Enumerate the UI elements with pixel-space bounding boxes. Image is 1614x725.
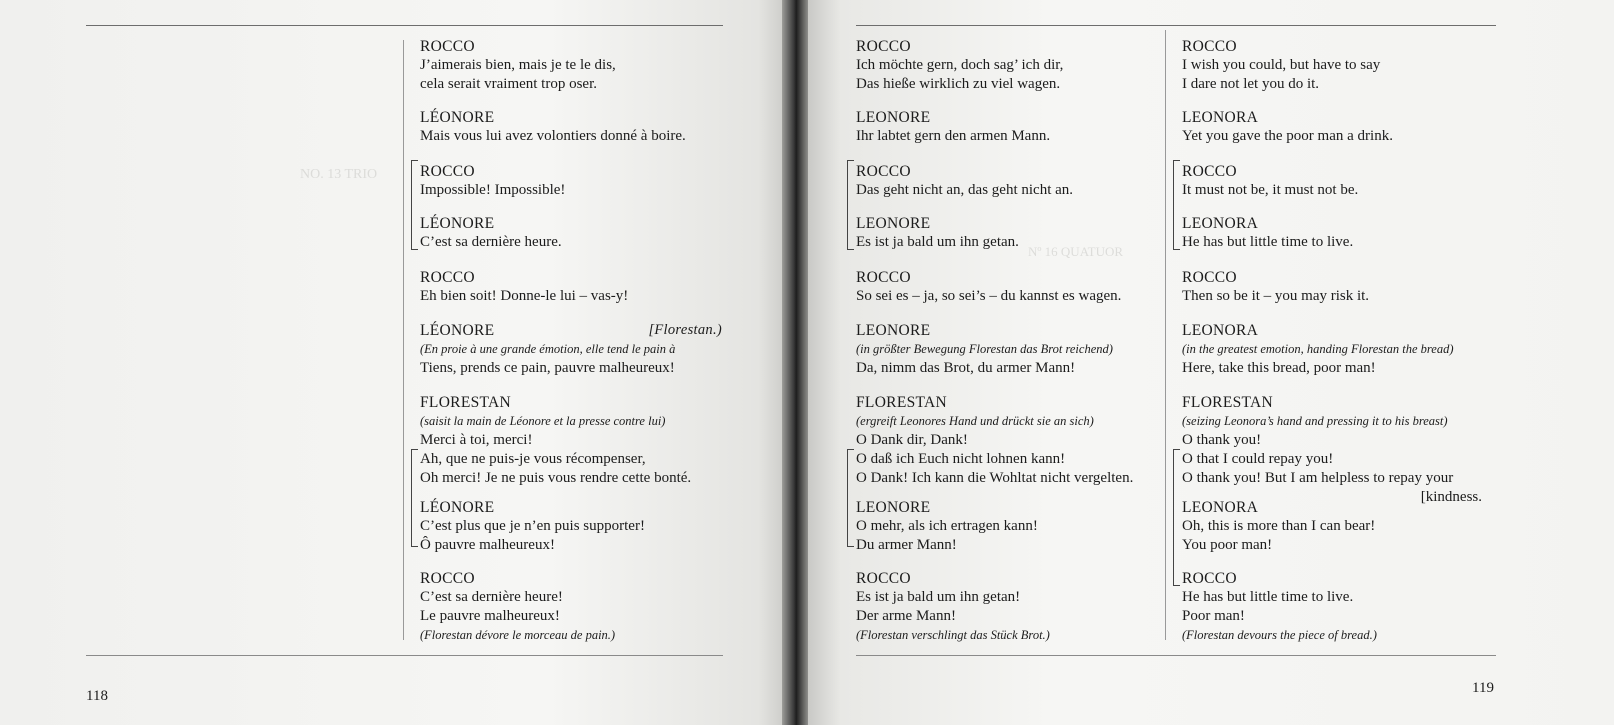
dialogue-entry [420, 321, 722, 378]
dialogue-line: Da, nimm das Brot, du armer Mann! [856, 360, 1076, 376]
dialogue-entry [420, 268, 722, 306]
dialogue-line: Das geht nicht an, das geht nicht an. [856, 182, 1074, 198]
dialogue-line: Eh bien soit! Donne-le lui – vas-y! [420, 288, 629, 304]
dialogue-line: It must not be, it must not be. [1182, 182, 1359, 198]
dialogue-entry [420, 214, 722, 252]
dialogue-entry [1182, 498, 1488, 555]
stage-direction-continuation: [Florestan.) [648, 322, 722, 338]
dialogue-line: O mehr, als ich ertragen kann! [856, 518, 1038, 534]
dialogue-entry [1182, 569, 1488, 645]
dialogue-line: Here, take this bread, poor man! [1182, 360, 1376, 376]
speaker-name: LEONORA [1182, 109, 1259, 126]
dialogue-line: I wish you could, but have to say [1182, 57, 1381, 73]
dialogue-line: Der arme Mann! [856, 608, 956, 624]
speaker-name: ROCCO [1182, 570, 1237, 587]
speaker-name: LÉONORE [420, 215, 495, 232]
stage-direction: (Florestan devours the piece of bread.) [1182, 628, 1377, 642]
speaker-name: LEONORE [856, 215, 931, 232]
french-text-column [420, 37, 722, 647]
dialogue-line: C’est sa dernière heure. [420, 234, 562, 250]
book-spine-gutter [782, 0, 808, 725]
stage-direction: (ergreift Leonores Hand und drückt sie an sich) [856, 414, 1094, 428]
right-page [808, 0, 1614, 725]
dialogue-entry [856, 393, 1156, 488]
stage-direction: (Florestan verschlingt das Stück Brot.) [856, 628, 1050, 642]
stage-direction: (seizing Leonora’s hand and pressing it to his breast) [1182, 414, 1448, 428]
speaker-name: LEONORA [1182, 499, 1259, 516]
speaker-name: ROCCO [856, 570, 911, 587]
speaker-name: LÉONORE [420, 109, 495, 126]
dialogue-line: So sei es – ja, so sei’s – du kannst es wagen. [856, 288, 1122, 304]
dialogue-line: O Dank! Ich kann die Wohltat nicht vergelten. [856, 470, 1134, 486]
speaker-name: LEONORE [856, 322, 931, 339]
dialogue-entry [420, 108, 722, 146]
dialogue-entry [1182, 268, 1488, 306]
dialogue-line: J’aimerais bien, mais je te le dis, [420, 57, 616, 73]
bleed-through-heading: Nº 16 QUATUOR [1028, 244, 1124, 259]
dialogue-line: Es ist ja bald um ihn getan! [856, 589, 1021, 605]
speaker-name: FLORESTAN [1182, 394, 1274, 411]
dialogue-entry [1182, 393, 1488, 507]
dialogue-entry [856, 569, 1156, 645]
speaker-name: LEONORE [856, 109, 931, 126]
column-divider [403, 40, 404, 640]
dialogue-line: C’est sa dernière heure! [420, 589, 563, 605]
dialogue-line: Du armer Mann! [856, 537, 957, 553]
speaker-name: ROCCO [420, 163, 475, 180]
speaker-name: FLORESTAN [856, 394, 948, 411]
speaker-name: LEONORE [856, 499, 931, 516]
speaker-name: ROCCO [1182, 38, 1237, 55]
dialogue-line: O that I could repay you! [1182, 451, 1334, 467]
dialogue-entry [856, 214, 1156, 252]
dialogue-entry [420, 498, 722, 555]
speaker-name [420, 321, 722, 340]
dialogue-entry [1182, 108, 1488, 146]
ensemble-bracket [847, 160, 854, 250]
left-page [0, 0, 782, 725]
speaker-name: LEONORA [1182, 215, 1259, 232]
dialogue-entry [856, 268, 1156, 306]
english-text-column [1182, 37, 1488, 647]
column-divider [1165, 30, 1166, 640]
speaker-name: LEONORA [1182, 322, 1259, 339]
dialogue-entry [856, 498, 1156, 555]
ensemble-bracket [1173, 449, 1180, 586]
speaker-name: ROCCO [856, 38, 911, 55]
dialogue-entry [420, 162, 722, 200]
stage-direction: (saisit la main de Léonore et la presse contre lui) [420, 414, 666, 428]
dialogue-line: He has but little time to live. [1182, 589, 1354, 605]
speaker-name: ROCCO [1182, 269, 1237, 286]
dialogue-line: cela serait vraiment trop oser. [420, 76, 598, 92]
stage-direction: (in größter Bewegung Florestan das Brot reichend) [856, 342, 1113, 356]
top-rule [856, 25, 1496, 26]
dialogue-line: O thank you! But I am helpless to repay your [1182, 470, 1454, 486]
dialogue-line: Merci à toi, merci! [420, 432, 533, 448]
speaker-name: LÉONORE [420, 499, 495, 516]
speaker-name: ROCCO [420, 269, 475, 286]
dialogue-line: Es ist ja bald um ihn getan. [856, 234, 1019, 250]
dialogue-line: Ihr labtet gern den armen Mann. [856, 128, 1051, 144]
dialogue-line: Impossible! Impossible! [420, 182, 566, 198]
bottom-rule [86, 655, 723, 656]
stage-direction: (Florestan dévore le morceau de pain.) [420, 628, 616, 642]
dialogue-entry [856, 162, 1156, 200]
ensemble-bracket [1173, 160, 1180, 250]
dialogue-line: Tiens, prends ce pain, pauvre malheureux! [420, 360, 675, 376]
dialogue-line-continuation: [kindness. [1420, 489, 1482, 505]
dialogue-line: I dare not let you do it. [1182, 76, 1320, 92]
dialogue-line: Oh merci! Je ne puis vous rendre cette bonté. [420, 470, 692, 486]
speaker-name: ROCCO [420, 570, 475, 587]
dialogue-line: O thank you! [1182, 432, 1262, 448]
dialogue-entry [856, 321, 1156, 378]
bleed-through-heading: NO. 13 TRIO [300, 167, 378, 182]
dialogue-line: Ah, que ne puis-je vous récompenser, [420, 451, 646, 467]
page-number: 119 [1472, 680, 1494, 696]
top-rule [86, 25, 723, 26]
dialogue-entry [420, 393, 722, 488]
stage-direction: (in the greatest emotion, handing Florestan the bread) [1182, 342, 1454, 356]
ensemble-bracket [411, 160, 418, 250]
dialogue-line: Yet you gave the poor man a drink. [1182, 128, 1393, 144]
dialogue-line: O daß ich Euch nicht lohnen kann! [856, 451, 1066, 467]
dialogue-line: You poor man! [1182, 537, 1273, 553]
stage-direction: (En proie à une grande émotion, elle tend le pain à [420, 342, 676, 356]
dialogue-line: Ich möchte gern, doch sag’ ich dir, [856, 57, 1064, 73]
dialogue-line: C’est plus que je n’en puis supporter! [420, 518, 645, 534]
dialogue-line: Oh, this is more than I can bear! [1182, 518, 1376, 534]
dialogue-line: O Dank dir, Dank! [856, 432, 968, 448]
page-number: 118 [86, 688, 108, 704]
speaker-label: LÉONORE [420, 322, 495, 339]
ensemble-bracket [411, 449, 418, 547]
dialogue-line: He has but little time to live. [1182, 234, 1354, 250]
ensemble-bracket [847, 449, 854, 547]
dialogue-line: Ô pauvre malheureux! [420, 537, 555, 553]
dialogue-entry [420, 569, 722, 645]
dialogue-entry [1182, 321, 1488, 378]
speaker-name: ROCCO [1182, 163, 1237, 180]
german-text-column [856, 37, 1156, 647]
dialogue-line: Poor man! [1182, 608, 1245, 624]
speaker-name: ROCCO [856, 269, 911, 286]
dialogue-line: Mais vous lui avez volontiers donné à boire. [420, 128, 686, 144]
dialogue-line: Das hieße wirklich zu viel wagen. [856, 76, 1061, 92]
dialogue-line: Le pauvre malheureux! [420, 608, 560, 624]
dialogue-line: Then so be it – you may risk it. [1182, 288, 1370, 304]
dialogue-entry [1182, 37, 1488, 94]
speaker-name: ROCCO [856, 163, 911, 180]
bottom-rule [856, 655, 1496, 656]
dialogue-entry [420, 37, 722, 94]
speaker-name: FLORESTAN [420, 394, 512, 411]
dialogue-entry [856, 37, 1156, 94]
speaker-name: ROCCO [420, 38, 475, 55]
dialogue-entry [1182, 214, 1488, 252]
dialogue-entry [1182, 162, 1488, 200]
dialogue-entry [856, 108, 1156, 146]
